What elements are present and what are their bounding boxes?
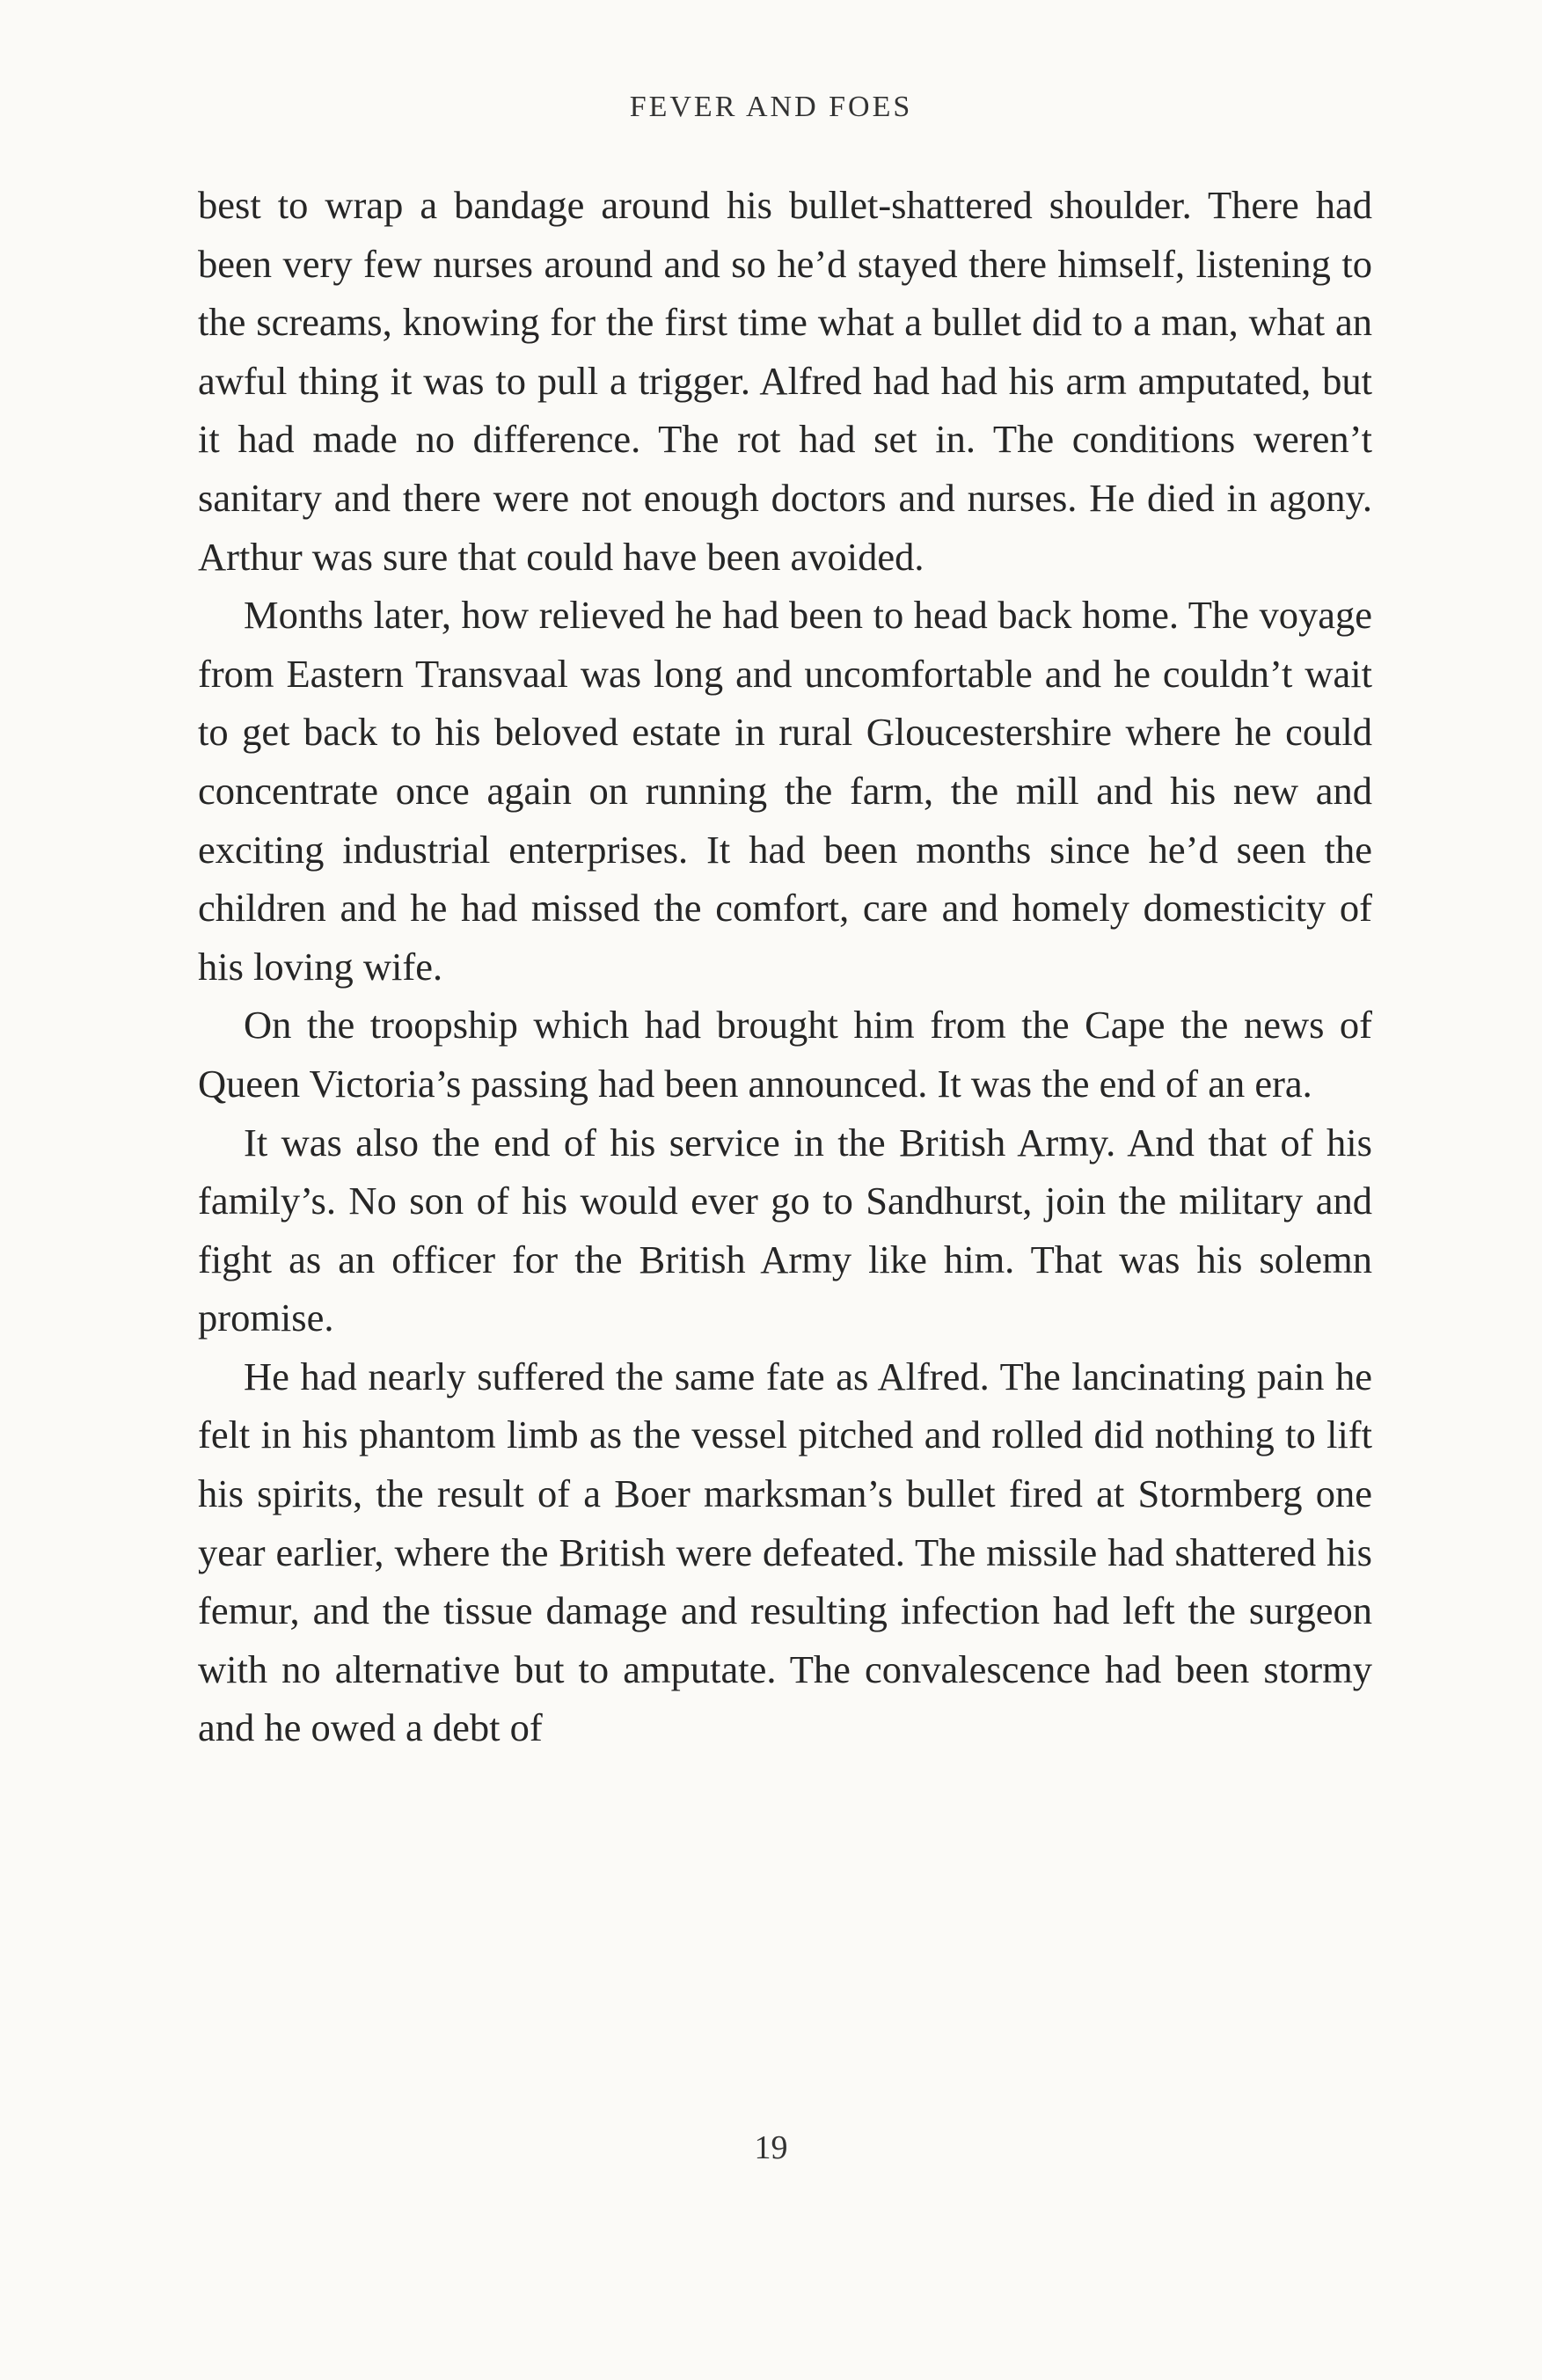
paragraph: It was also the end of his service in the British Army. And that of his family’s. No son of his would ever go to Sandhurst, join the military and fight as an officer for the British Army like him. That was his solemn promise. xyxy=(198,1120,1372,1340)
paragraph: Months later, how relieved he had been to head back home. The voyage from Eastern Transvaal was long and uncomfortable and he couldn’t wait to get back to his beloved estate in rural Gloucestershire where he could concentrate once again on running the farm, the mill and his new and exciting industrial enterprises. It had been months since he’d seen the children and he had missed the comfort, care and homely domesticity of his loving wife. xyxy=(198,593,1372,989)
running-head: FEVER AND FOES xyxy=(629,91,913,123)
paragraph: He had nearly suffered the same fate as Alfred. The lancinating pain he felt in his phantom limb as the vessel pitched and rolled did nothing to lift his spirits, the result of a Boer marksman’s bullet fired at Stormberg one year earlier, where the British were defeated. The missile had shattered his femur, and the tissue damage and resulting infection had left the surgeon with no alternative but to amputate. The convalescence had been stormy and he owed a debt of xyxy=(198,1354,1372,1750)
paragraph: On the troopship which had brought him from the Cape the news of Queen Victoria’s passing had been announced. It was the end of an era. xyxy=(198,1003,1372,1106)
page-number: 19 xyxy=(754,2129,788,2166)
body-text xyxy=(198,176,1372,1757)
paragraph: best to wrap a bandage around his bullet-shattered shoulder. There had been very few nurses around and so he’d stayed there himself, listening to the screams, knowing for the first time what a bullet did to a man, what an awful thing it was to pull a trigger. Alfred had had his arm amputated, but it had made no difference. The rot had set in. The conditions weren’t sanitary and there were not enough doctors and nurses. He died in agony. Arthur was sure that could have been avoided. xyxy=(198,183,1372,579)
